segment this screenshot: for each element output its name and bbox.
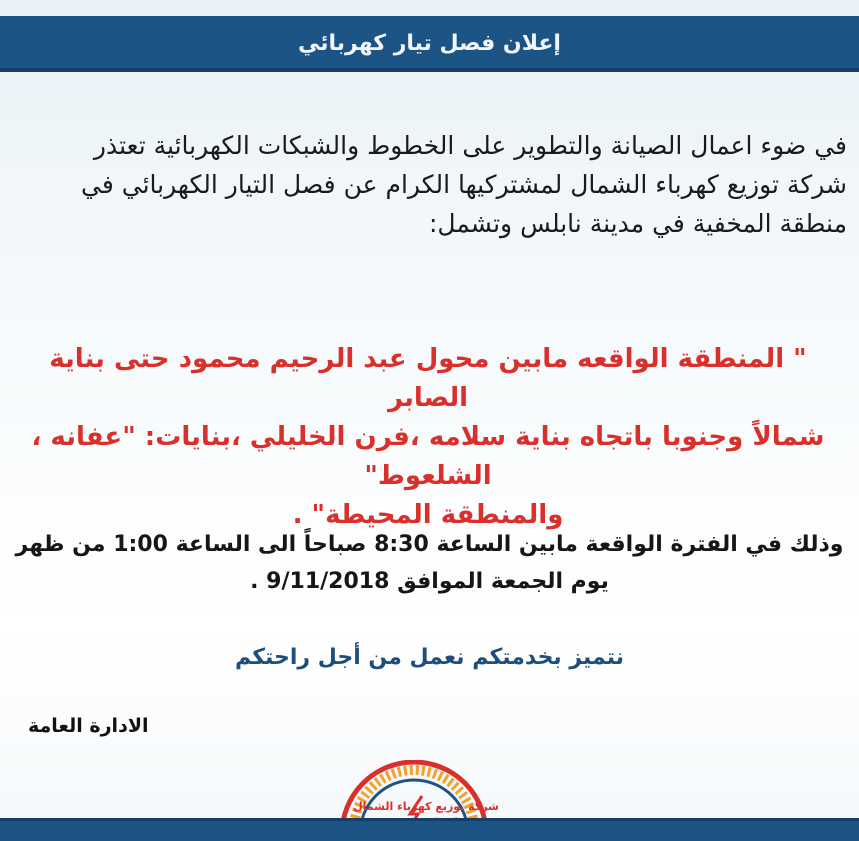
signature: الادارة العامة [28,715,149,737]
intro-line: شركة توزيع كهرباء الشمال لمشتركيها الكرام عن فصل التيار الكهربائي في [81,170,847,199]
schedule-paragraph [12,526,847,600]
intro-line: منطقة المخفية في مدينة نابلس وتشمل: [428,209,847,238]
affected-area-quote [13,340,843,535]
quote-line: " المنطقة الواقعه مابين محول عبد الرحيم محمود حتى بناية الصابر [49,344,807,413]
schedule-line: وذلك في الفترة الواقعة مابين الساعة 8:30 صباحاً الى الساعة 1:00 من ظهر [15,532,844,557]
intro-paragraph [12,126,847,243]
quote-line: والمنطقة المحيطة" . [292,500,564,530]
announcement-title: إعلان فصل تيار كهربائي [298,31,561,56]
schedule-line: يوم الجمعة الموافق 9/11/2018 . [250,569,609,594]
logo-company-name: شركة توزيع كهرباء الشمال [353,800,499,813]
quote-line: شمالاً وجنوبا باتجاه بناية سلامه ،فرن الخليلي ،بنايات: "عفانه ، الشلعوط" [31,422,825,491]
slogan: نتميز بخدمتكم نعمل من أجل راحتكم [234,645,625,670]
intro-line: في ضوء اعمال الصيانة والتطوير على الخطوط والشبكات الكهربائية تعتذر [93,131,847,160]
